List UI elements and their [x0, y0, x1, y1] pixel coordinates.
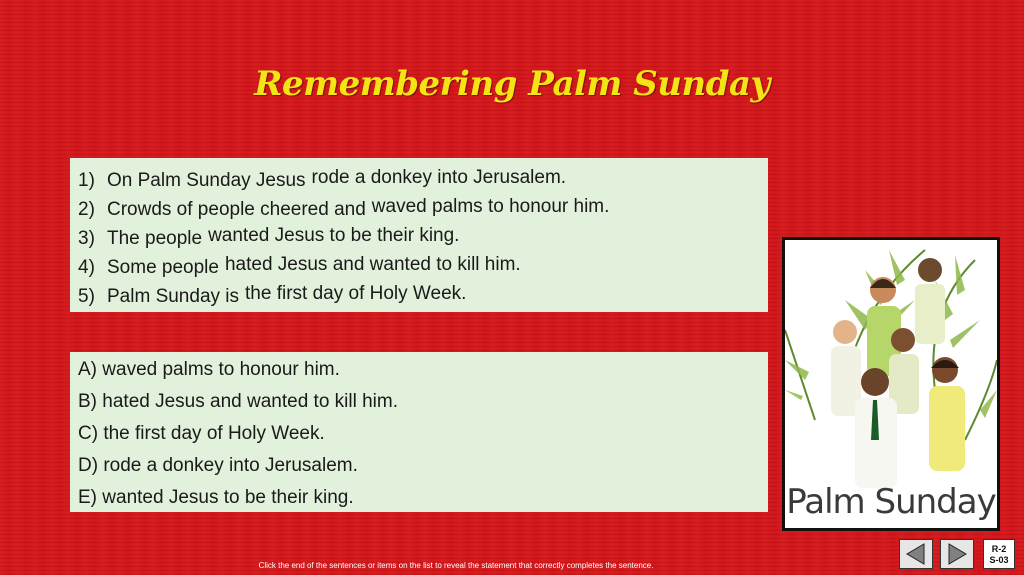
sentence-number: 5): [78, 286, 95, 307]
sentence-row: [78, 283, 467, 308]
choice-item[interactable]: C) the first day of Holy Week.: [78, 423, 325, 444]
choice-item[interactable]: B) hated Jesus and wanted to kill him.: [78, 391, 399, 412]
choices-panel: [70, 352, 768, 512]
slide-code-badge: [983, 539, 1015, 569]
sentence-start: The people: [107, 228, 203, 249]
slide-code-line1: R-2: [991, 544, 1007, 554]
palm-sunday-picture: [782, 237, 1000, 531]
sentence-row: [78, 196, 610, 221]
triangle-right-icon: [941, 540, 973, 568]
sentence-ending[interactable]: the first day of Holy Week.: [245, 283, 467, 304]
sentence-row: [78, 254, 521, 279]
picture-frame: [785, 240, 997, 528]
sentence-start: Some people: [107, 257, 219, 278]
sentence-row: [78, 225, 460, 250]
choice-item[interactable]: A) waved palms to honour him.: [78, 359, 340, 380]
choice-item[interactable]: E) wanted Jesus to be their king.: [78, 487, 354, 508]
sentence-number: 2): [78, 199, 95, 220]
sentence-number: 1): [78, 170, 95, 191]
sentences-panel: [70, 158, 768, 312]
sentence-number: 3): [78, 228, 95, 249]
page-title: Remembering Palm Sunday: [254, 64, 770, 104]
next-button[interactable]: [940, 539, 974, 569]
sentence-start: On Palm Sunday Jesus: [107, 170, 306, 191]
instruction-footer: Click the end of the sentences or items on the list to reveal the statement that correctly completes the sentence.: [258, 561, 654, 570]
sentence-ending[interactable]: hated Jesus and wanted to kill him.: [224, 254, 521, 275]
sentence-ending[interactable]: wanted Jesus to be their king.: [208, 225, 460, 246]
slide-code-line2: S-03: [989, 555, 1009, 565]
picture-caption: Palm Sunday: [786, 482, 996, 522]
sentence-start: Crowds of people cheered and: [107, 199, 366, 220]
sentence-row: [78, 167, 567, 192]
sentence-ending[interactable]: rode a donkey into Jerusalem.: [311, 167, 567, 188]
sentence-number: 4): [78, 257, 95, 278]
choice-item[interactable]: D) rode a donkey into Jerusalem.: [78, 455, 358, 476]
sentence-start: Palm Sunday is: [107, 286, 240, 307]
sentence-ending[interactable]: waved palms to honour him.: [371, 196, 610, 217]
